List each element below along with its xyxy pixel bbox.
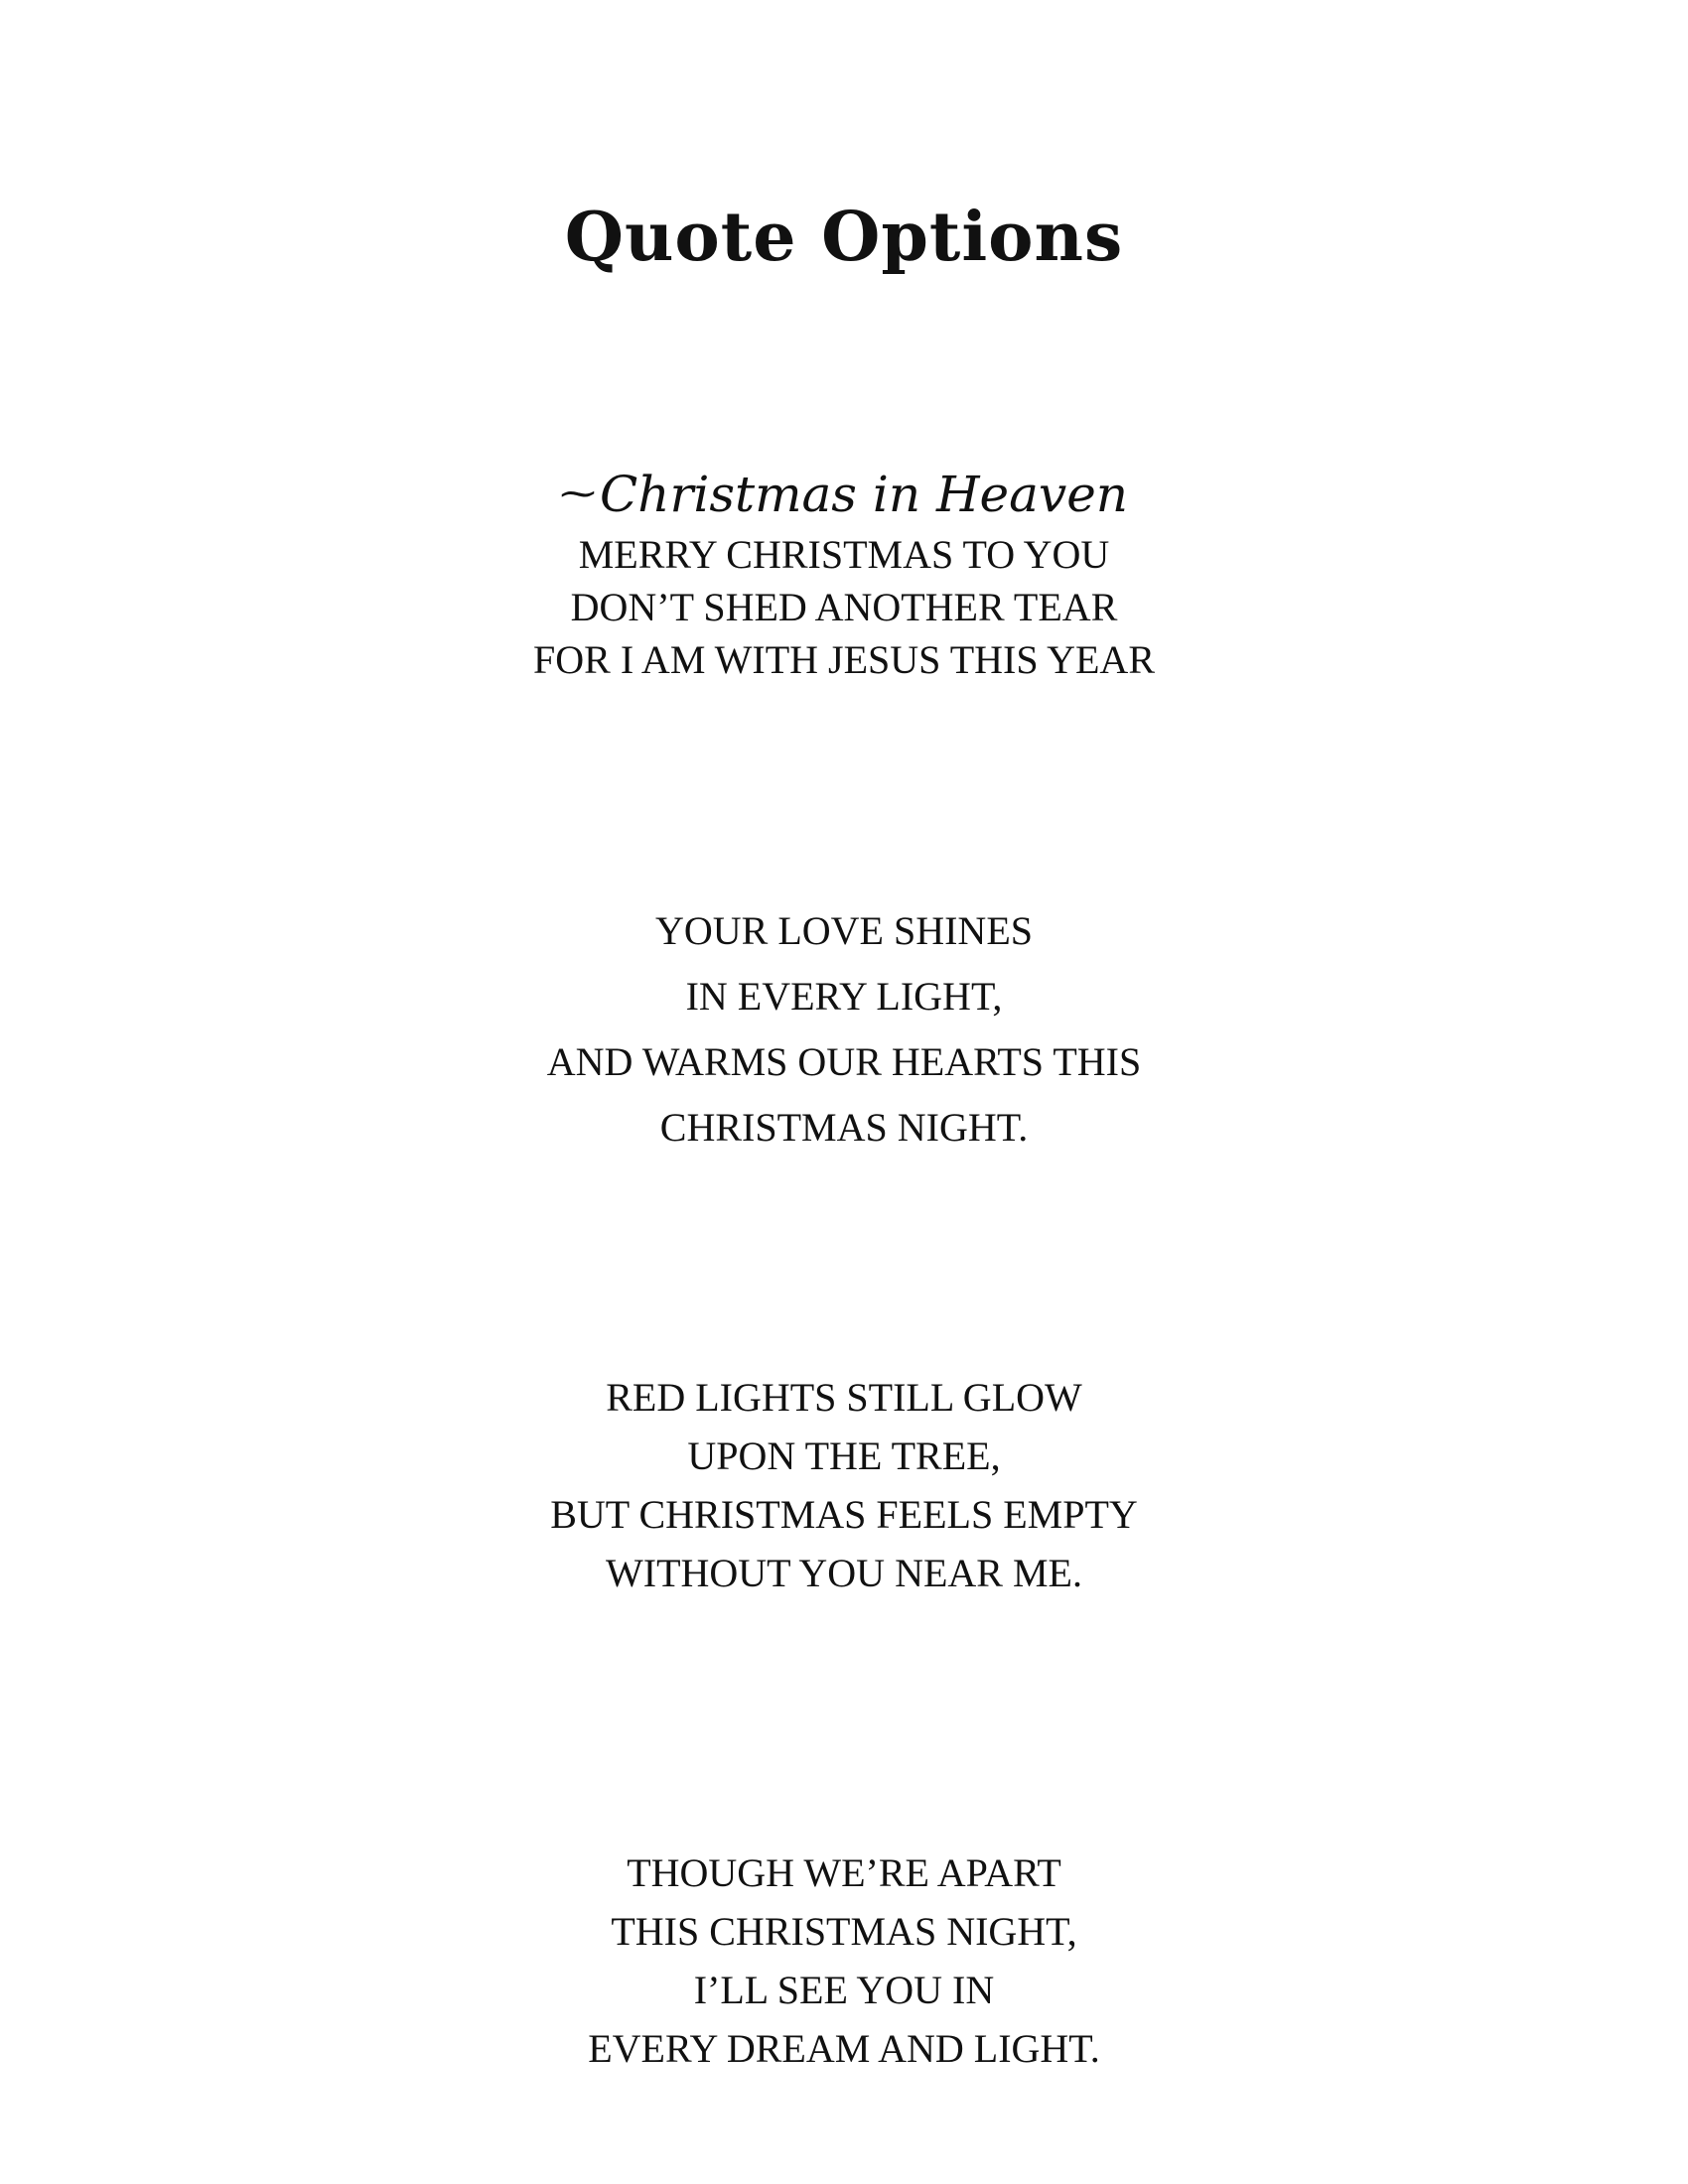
quote-line: FOR I AM WITH JESUS THIS YEAR (533, 637, 1155, 682)
quote-option-2 (0, 898, 1688, 1160)
quote-option-3 (0, 1368, 1688, 1602)
quote-heading (0, 465, 1688, 524)
quote-line: RED LIGHTS STILL GLOW (606, 1375, 1082, 1420)
page-title: Quote Options (564, 198, 1124, 277)
quote-line: BUT CHRISTMAS FEELS EMPTY (550, 1492, 1138, 1537)
quote-line: THOUGH WE’RE APART (627, 1850, 1061, 1895)
quote-line: AND WARMS OUR HEARTS THIS (546, 1039, 1142, 1084)
quote-line: YOUR LOVE SHINES (655, 908, 1033, 953)
quote-line: IN EVERY LIGHT, (685, 974, 1003, 1019)
swash-ornament-icon: ⁓ (559, 474, 596, 514)
quote-option-1 (0, 465, 1688, 686)
quote-option-4 (0, 1843, 1688, 2078)
quote-line: CHRISTMAS NIGHT. (659, 1105, 1029, 1150)
quote-line: WITHOUT YOU NEAR ME. (606, 1551, 1082, 1595)
quote-line: DON’T SHED ANOTHER TEAR (570, 585, 1118, 629)
quote-line: THIS CHRISTMAS NIGHT, (611, 1909, 1077, 1954)
quote-heading-text: Christmas in Heaven (599, 466, 1128, 523)
quote-line: EVERY DREAM AND LIGHT. (588, 2026, 1100, 2071)
quote-line: MERRY CHRISTMAS TO YOU (578, 532, 1110, 577)
quote-line: I’LL SEE YOU IN (693, 1968, 995, 2012)
quote-line: UPON THE TREE, (687, 1433, 1001, 1478)
